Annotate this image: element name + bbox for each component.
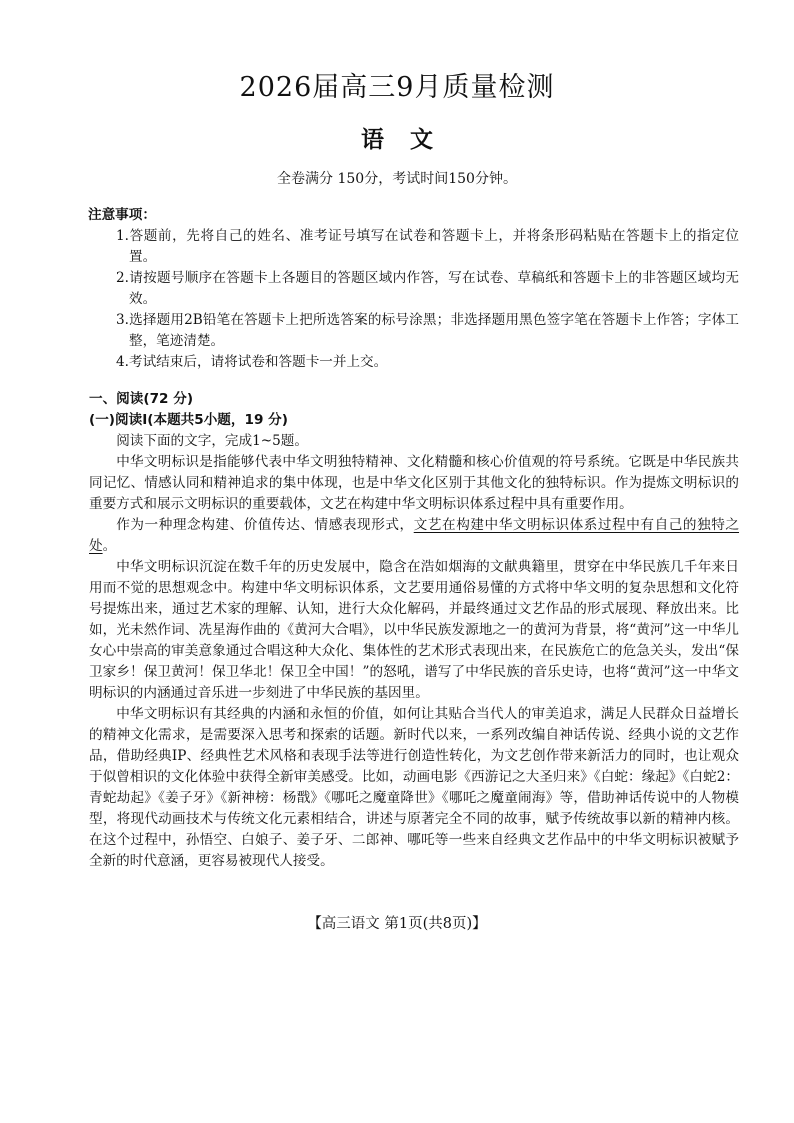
exam-body [89,205,739,872]
note-item-1: 1.答题前，先将自己的姓名、准考证号填写在试卷和答题卡上，并将条形码粘贴在答题卡上的指定位置。 [116,228,739,265]
note-item-3: 3.选择题用2B铅笔在答题卡上把所选答案的标号涂黑；非选择题用黑色签字笔在答题卡上作答；字体工整，笔迹清楚。 [116,312,739,349]
subject-title: 语文 [361,126,459,153]
exam-title: 2026届高三9月质量检测 [239,72,555,103]
passage-paragraph-3: 中华文明标识沉淀在数千年的历史发展中，隐含在浩如烟海的文献典籍里，贯穿在中华民族几千年来日用而不觉的思想观念中。构建中华文明标识体系，文艺要用通俗易懂的方式将中华文明的复杂思想和文化符号提炼出来，通过艺术家的理解、认知，进行大众化解码，并最终通过文艺作品的形式展现、释放出来。比如，光未然作词、冼星海作曲的《黄河大合唱》，以中华民族发源地之一的黄河为背景，将“黄河”这一中华儿女心中崇高的审美意象通过合唱这种大众化、集体性的艺术形式表现出来，在民族危亡的危急关头，发出“保卫家乡！保卫黄河！保卫华北！保卫全中国！”的怒吼，谱写了中华民族的音乐史诗，也将“黄河”这一中华文明标识的内涵通过音乐进一步刻进了中华民族的基因里。 [89,559,739,701]
passage-paragraph-1: 中华文明标识是指能够代表中华文明独特精神、文化精髓和核心价值观的符号系统。它既是中华民族共同记忆、情感认同和精神追求的集中体现，也是中华文化区别于其他文化的独特标识。作为提炼文明标识的重要方式和展示文明标识的重要载体，文艺在构建中华文明标识体系过程中具有重要作用。 [89,454,739,512]
page-footer: 【高三语文 第1页(共8页)】 [307,916,487,932]
section-heading: 一、阅读(72 分) [89,391,194,407]
passage-paragraph-2 [89,515,739,557]
notes-heading: 注意事项： [88,207,156,223]
note-item-2: 2.请按题号顺序在答题卡上各题目的答题区域内作答，写在试卷、草稿纸和答题卡上的非答题区域均无效。 [116,270,739,307]
instruction: 阅读下面的文字，完成1~5题。 [116,433,308,449]
paragraph-2-lead: 作为一种理念构建、价值传达、情感表现形式， [116,517,414,533]
note-item-4: 4.考试结束后，请将试卷和答题卡一并上交。 [116,354,388,370]
passage-paragraph-4: 中华文明标识有其经典的内涵和永恒的价值，如何让其贴合当代人的审美追求，满足人民群众日益增长的精神文化需求，是需要深入思考和探索的话题。新时代以来，一系列改编自神话传说、经典小说的文艺作品，借助经典IP、经典性艺术风格和表现手法等进行创造性转化，为文艺创作带来新活力的同时，也让观众于似曾相识的文化体验中获得全新审美感受。比如，动画电影《西游记之大圣归来》《白蛇：缘起》《白蛇2：青蛇劫起》《姜子牙》《新神榜：杨戬》《哪吒之魔童降世》《哪吒之魔童闹海》等，借助神话传说中的人物模型，将现代动画技术与传统文化元素相结合，讲述与原著完全不同的故事，赋予传统故事以新的精神内核。在这个过程中，孙悟空、白娘子、姜子牙、二郎神、哪吒等一些来自经典文艺作品中的中华文明标识被赋予全新的时代意涵，更容易被现代人接受。 [89,706,739,869]
paragraph-2-end: 。 [102,538,117,554]
score-line: 全卷满分 150分，考试时间150分钟。 [277,171,517,187]
underlined-sentence: 文艺在构建中华文明标识体系过程中有自己的独特之处 [89,517,740,554]
sub-heading: (一)阅读Ⅰ(本题共5小题，19 分) [89,412,288,428]
